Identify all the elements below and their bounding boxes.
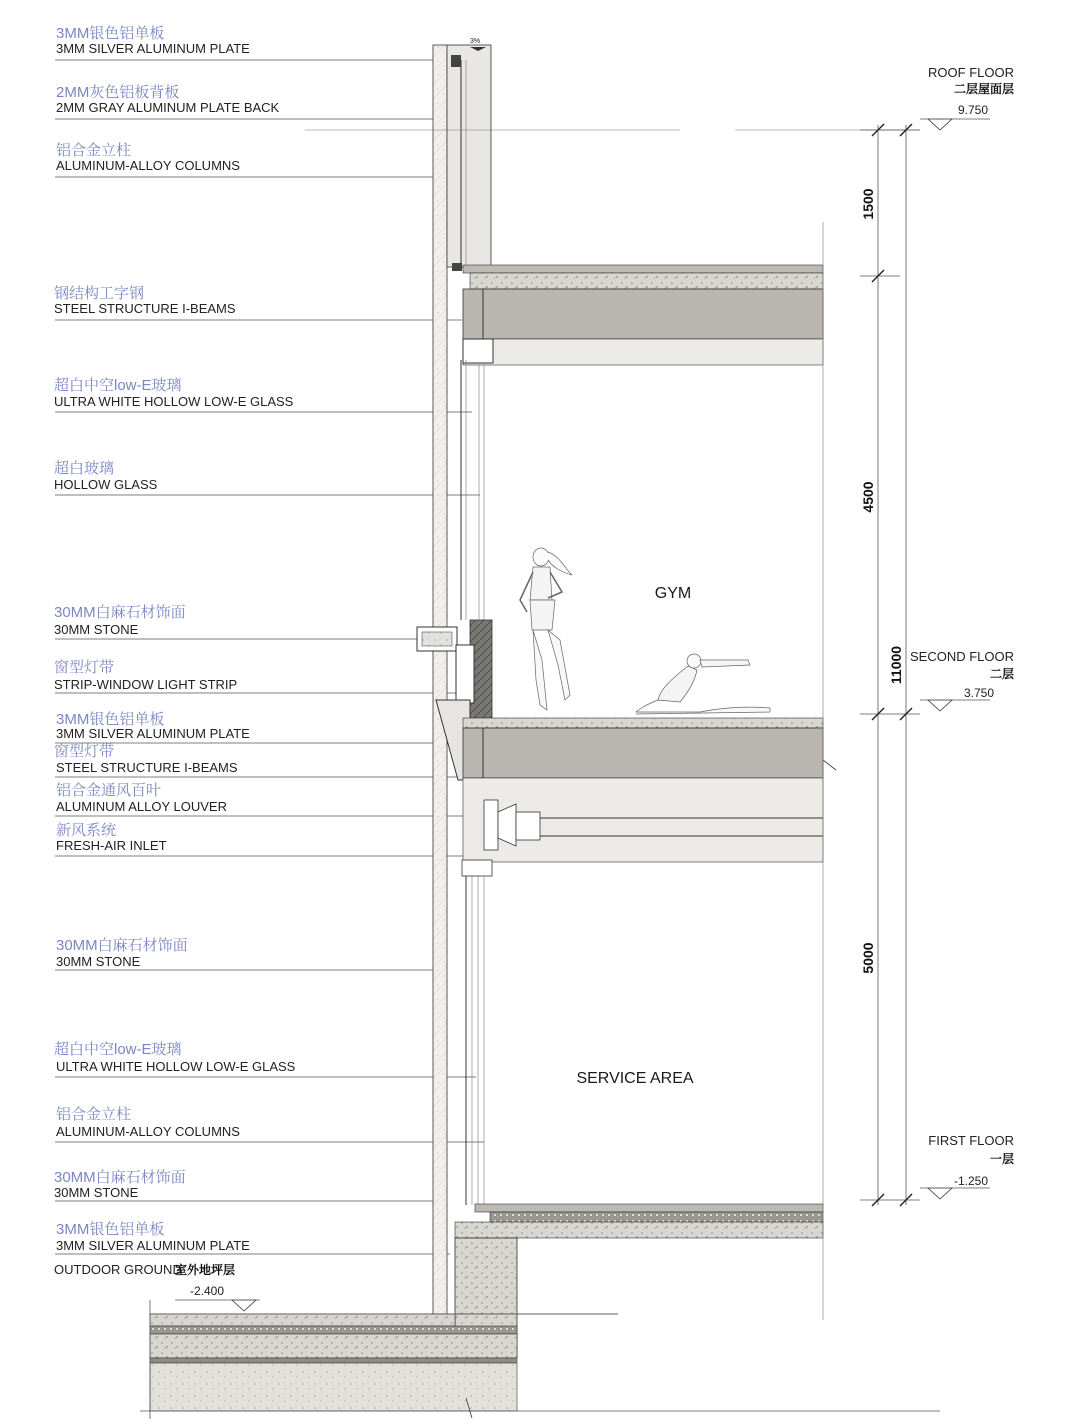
level-second-cn: 二层 xyxy=(989,667,1014,681)
label-en-2: ALUMINUM-ALLOY COLUMNS xyxy=(56,158,240,173)
label-cn-0: 3MM银色铝单板 xyxy=(56,25,165,42)
label-cn-3: 钢结构工字钢 xyxy=(54,285,145,302)
label-cn-9: 窗型灯带 xyxy=(54,743,115,760)
label-cn-12: 30MM白麻石材饰面 xyxy=(56,937,188,954)
runner-figure xyxy=(520,548,572,710)
dimension-labels xyxy=(860,188,904,973)
level-roof-en: ROOF FLOOR xyxy=(928,65,1014,80)
label-cn-14: 铝合金立柱 xyxy=(56,1106,132,1123)
label-en-11: FRESH-AIR INLET xyxy=(56,838,167,853)
label-en-1: 2MM GRAY ALUMINUM PLATE BACK xyxy=(56,100,280,115)
lower-glazing xyxy=(466,876,484,1205)
label-en-13: ULTRA WHITE HOLLOW LOW-E GLASS xyxy=(56,1059,296,1074)
label-cn-2: 铝合金立柱 xyxy=(56,142,132,159)
label-en-8: 3MM SILVER ALUMINUM PLATE xyxy=(56,726,250,741)
label-en-5: HOLLOW GLASS xyxy=(54,477,158,492)
label-en-15: 30MM STONE xyxy=(54,1185,139,1200)
outdoor-ground-value: -2.400 xyxy=(190,1284,225,1298)
dim-5000: 5000 xyxy=(860,942,876,974)
label-cn-7: 窗型灯带 xyxy=(54,659,115,676)
level-labels xyxy=(910,65,1014,1188)
label-en-10: ALUMINUM ALLOY LOUVER xyxy=(56,799,227,814)
label-en-0: 3MM SILVER ALUMINUM PLATE xyxy=(56,41,250,56)
label-en-12: 30MM STONE xyxy=(56,954,141,969)
label-cn-6: 30MM白麻石材饰面 xyxy=(54,604,186,621)
label-en-14: ALUMINUM-ALLOY COLUMNS xyxy=(56,1124,240,1139)
level-roof-value: 9.750 xyxy=(958,103,989,117)
label-cn-1: 2MM灰色铝板背板 xyxy=(56,84,180,101)
label-en-3: STEEL STRUCTURE I-BEAMS xyxy=(54,301,236,316)
slope-mark: 3% xyxy=(470,38,481,45)
room-gym: GYM xyxy=(654,585,692,602)
dim-11000: 11000 xyxy=(888,645,904,685)
label-cn-8: 3MM银色铝单板 xyxy=(56,711,165,728)
upper-glazing xyxy=(461,360,484,620)
second-floor-slab xyxy=(417,620,836,876)
label-en-9: STEEL STRUCTURE I-BEAMS xyxy=(56,760,238,775)
label-cn-5: 超白玻璃 xyxy=(54,460,115,477)
ground-slab xyxy=(140,1204,940,1419)
level-first-en: FIRST FLOOR xyxy=(928,1133,1014,1148)
level-markers xyxy=(175,47,990,1311)
room-service-area: SERVICE AREA xyxy=(576,1070,694,1087)
level-second-en: SECOND FLOOR xyxy=(909,649,1014,664)
label-en-6: 30MM STONE xyxy=(54,622,139,637)
dim-1500: 1500 xyxy=(860,188,876,220)
level-roof-cn: 二层屋面层 xyxy=(953,82,1014,96)
stretcher-figure xyxy=(636,654,770,714)
label-cn-10: 铝合金通风百叶 xyxy=(56,782,162,799)
label-en-7: STRIP-WINDOW LIGHT STRIP xyxy=(54,677,238,692)
outdoor-ground-en: OUTDOOR GROUND xyxy=(54,1262,182,1277)
outdoor-ground-cn: 室外地坪层 xyxy=(175,1263,236,1277)
dim-4500: 4500 xyxy=(860,481,876,513)
level-first-cn: 一层 xyxy=(989,1152,1014,1166)
level-second-value: 3.750 xyxy=(964,686,995,700)
label-en-16: 3MM SILVER ALUMINUM PLATE xyxy=(56,1238,250,1253)
callout-labels xyxy=(54,24,296,1253)
label-cn-15: 30MM白麻石材饰面 xyxy=(54,1169,186,1186)
level-first-value: -1.250 xyxy=(954,1174,989,1188)
label-en-4: ULTRA WHITE HOLLOW LOW-E GLASS xyxy=(54,394,294,409)
label-cn-13: 超白中空low-E玻璃 xyxy=(54,1041,182,1058)
label-cn-4: 超白中空low-E玻璃 xyxy=(54,377,182,394)
label-cn-11: 新风系统 xyxy=(56,822,117,839)
roof-slab xyxy=(463,265,823,365)
outdoor-ground-label xyxy=(54,1262,235,1298)
label-cn-16: 3MM银色铝单板 xyxy=(56,1221,165,1238)
